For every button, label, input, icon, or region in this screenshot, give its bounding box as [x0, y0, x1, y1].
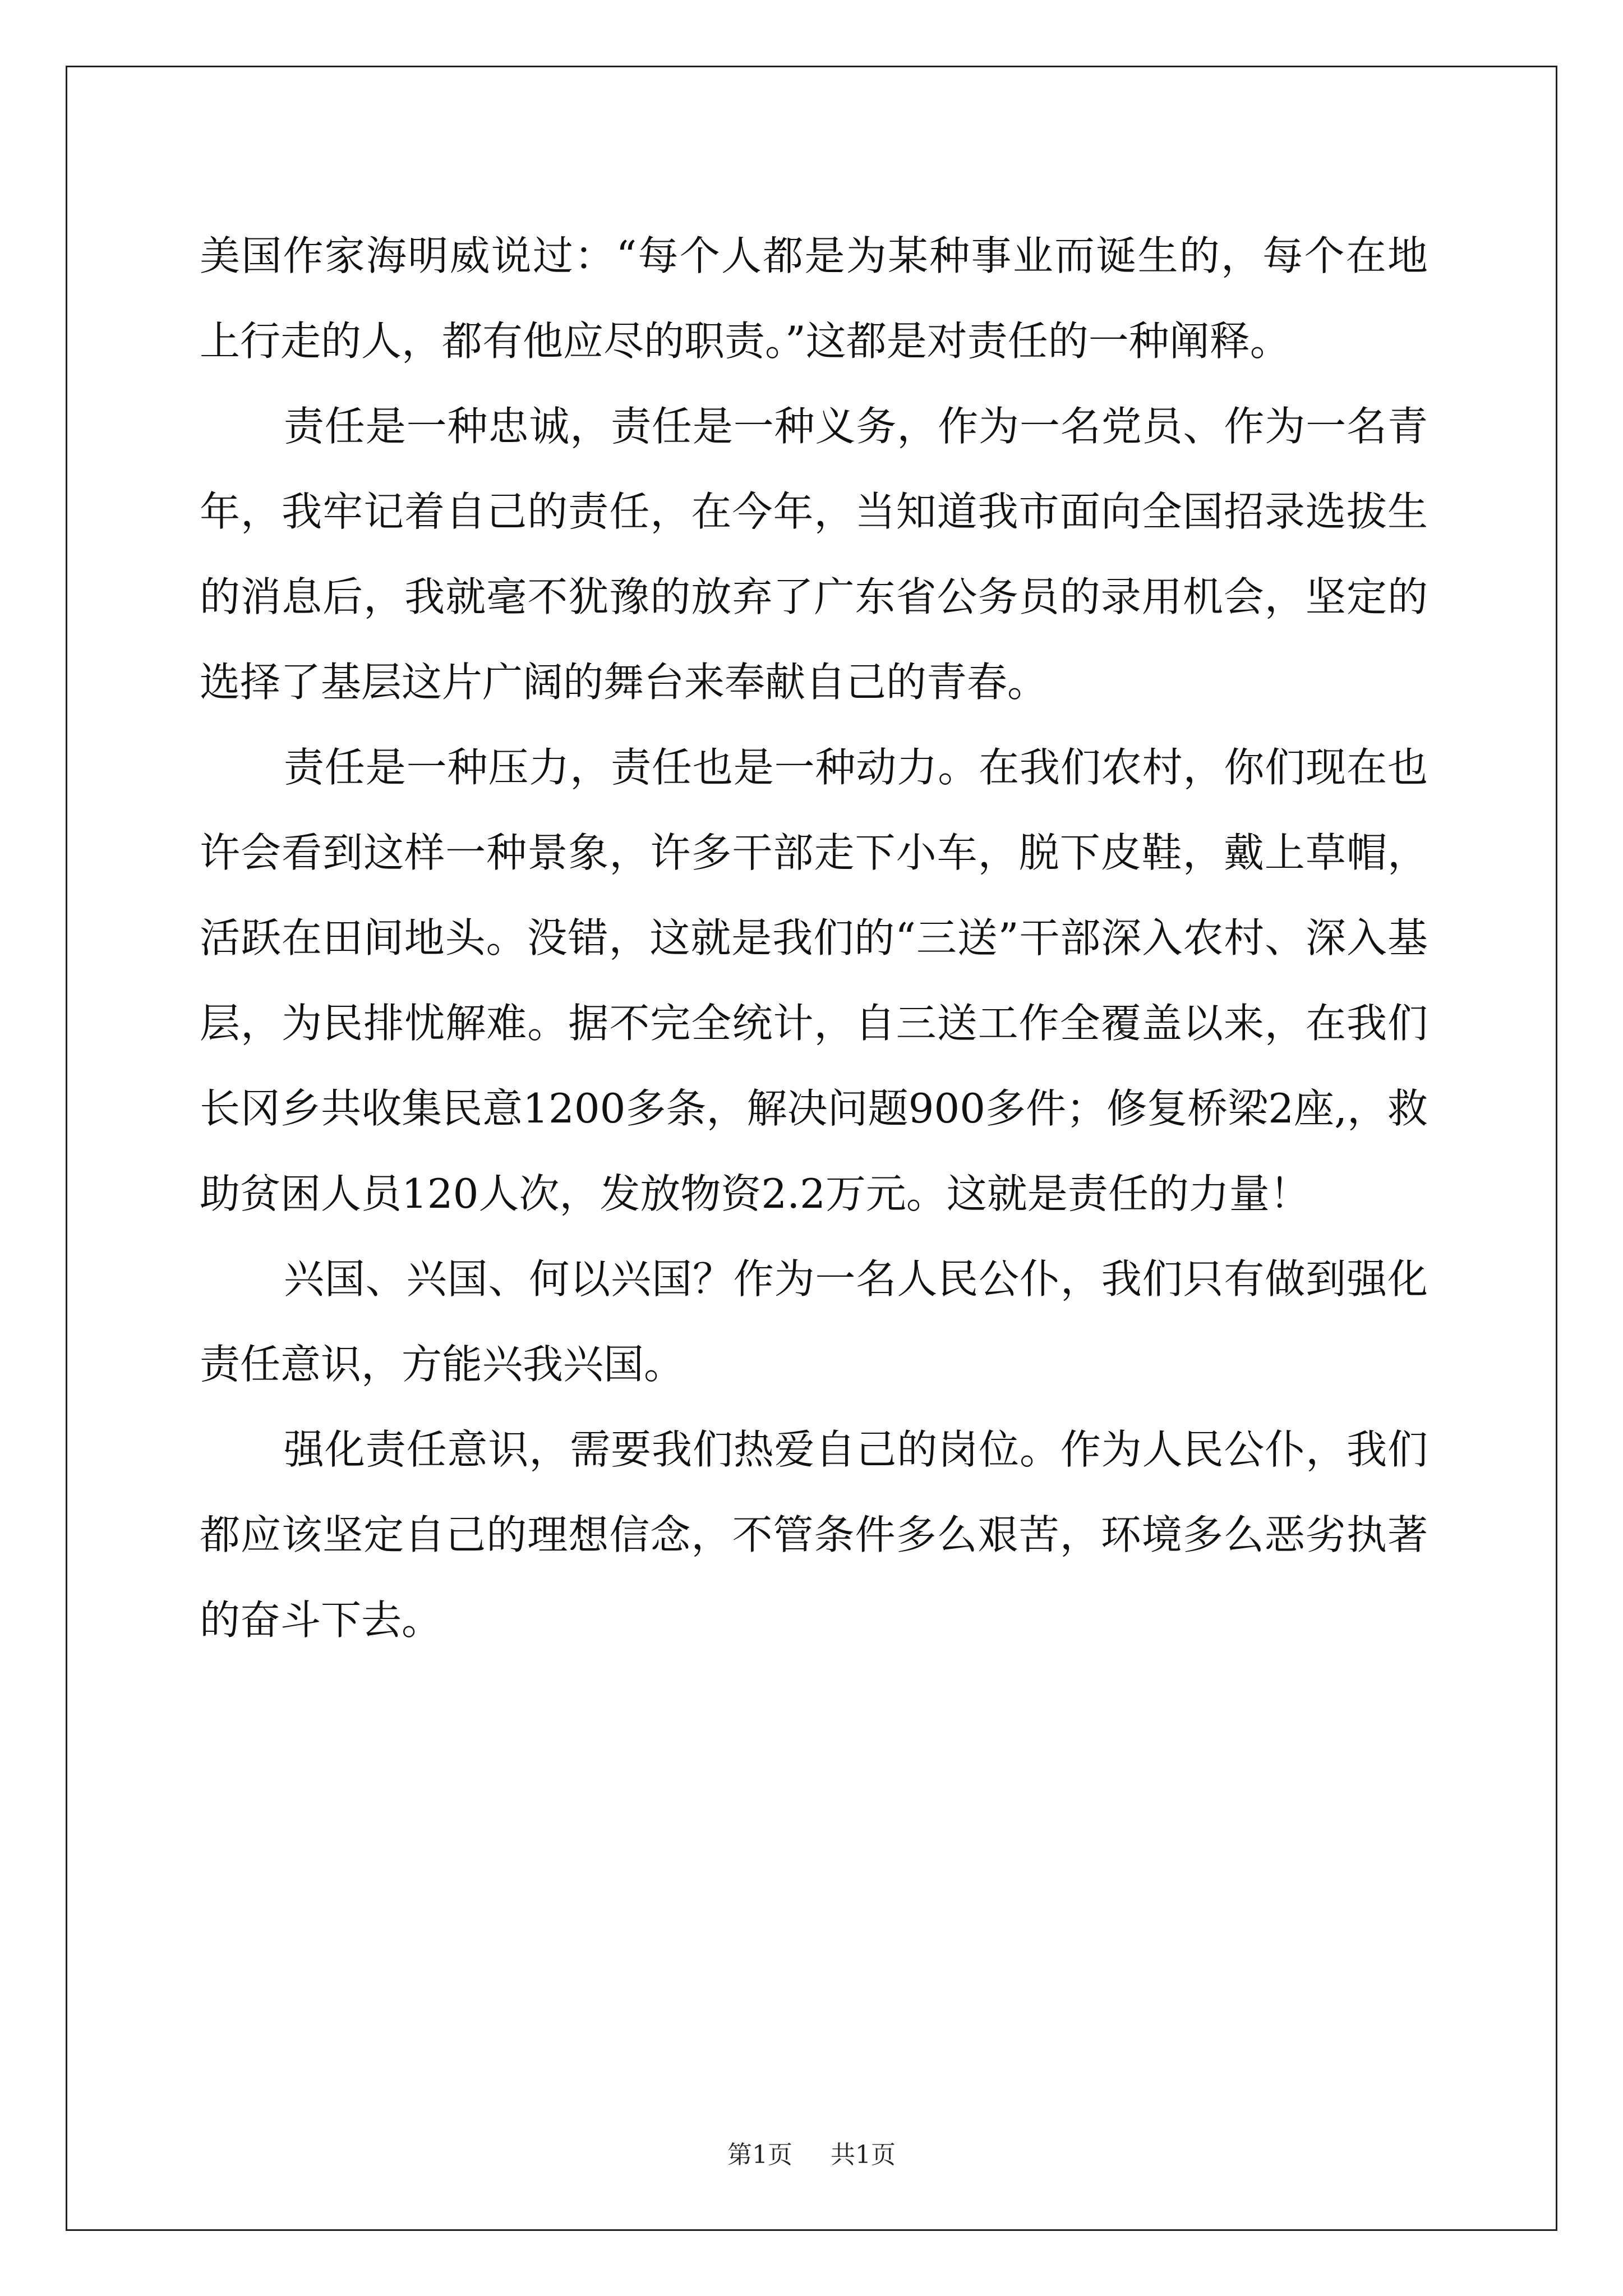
paragraph-5: 强化责任意识，需要我们热爱自己的岗位。作为人民公仆，我们都应该坚定自己的理想信念，不管条件多么艰苦，环境多么恶劣执著的奋斗下去。	[200, 1426, 1428, 1644]
paragraph-1: 美国作家海明威说过：“每个人都是为某种事业而诞生的，每个在地上行走的人，都有他应尽的职责。”这都是对责任的一种阐释。	[200, 232, 1428, 365]
page-total: 共1页	[831, 2141, 896, 2169]
page-number: 第1页	[727, 2141, 792, 2169]
paragraph-3: 责任是一种压力，责任也是一种动力。在我们农村，你们现在也许会看到这样一种景象，许多干部走下小车，脱下皮鞋，戴上草帽，活跃在田间地头。没错，这就是我们的“三送”干部深入农村、深入基层，为民排忧解难。据不完全统计，自三送工作全覆盖以来，在我们长冈乡共收集民意1200多条，解决问题900多件；修复桥梁2座,，救助贫困人员120人次，发放物资2.2万元。这就是责任的力量！	[200, 744, 1428, 1217]
paragraph-4: 兴国、兴国、何以兴国？作为一名人民公仆，我们只有做到强化责任意识，方能兴我兴国。	[200, 1255, 1428, 1388]
page-footer	[0, 2138, 1623, 2172]
paragraph-2: 责任是一种忠诚，责任是一种义务，作为一名党员、作为一名青年，我牢记着自己的责任，在今年，当知道我市面向全国招录选拔生的消息后，我就毫不犹豫的放弃了广东省公务员的录用机会，坚定的选择了基层这片广阔的舞台来奉献自己的青春。	[200, 403, 1428, 706]
document-body	[200, 213, 1428, 1663]
